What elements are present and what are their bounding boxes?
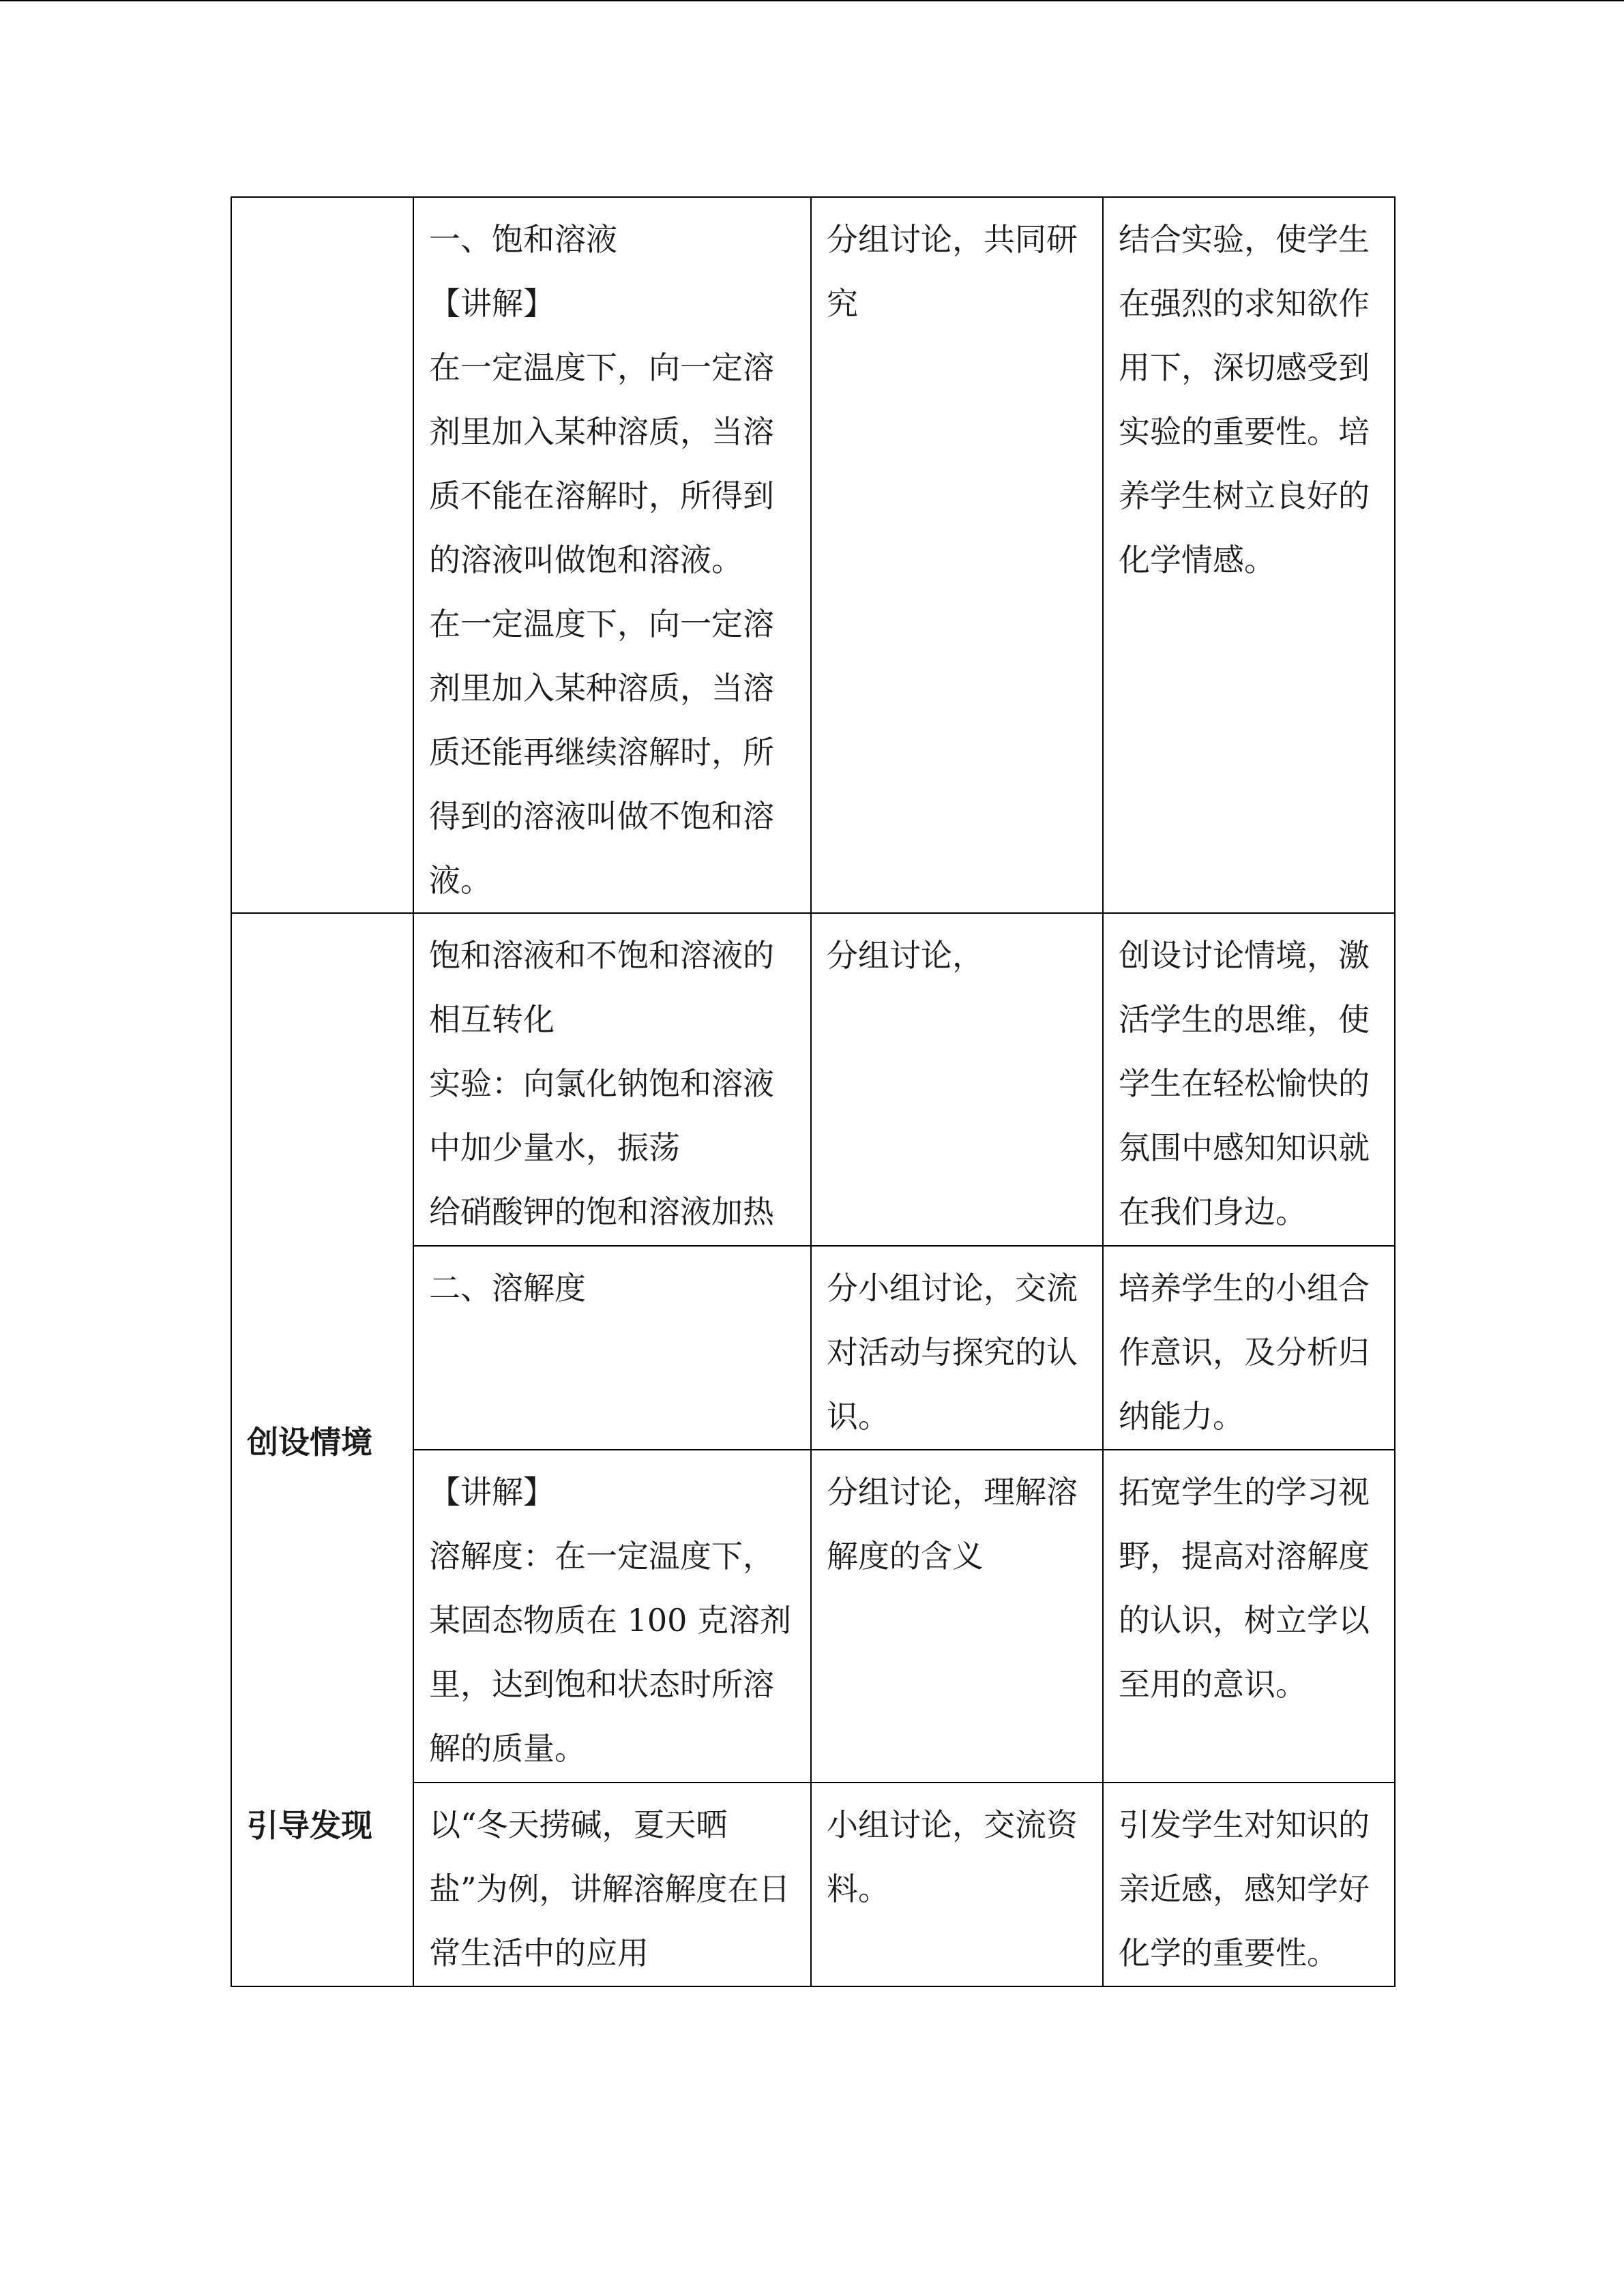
table-row (231, 913, 1395, 1246)
student-activity-cell: 小组讨论，交流资料。 (811, 1783, 1103, 1986)
teaching-content-cell: 以“冬天捞碱，夏天晒盐”为例，讲解溶解度在日常生活中的应用 (413, 1783, 811, 1986)
stage-cell (231, 913, 413, 1986)
student-activity-cell: 分组讨论，共同研究 (811, 197, 1103, 913)
teaching-content-cell: 二、溶解度 (413, 1246, 811, 1450)
table-row (231, 197, 1395, 913)
design-intent-cell: 拓宽学生的学习视野，提高对溶解度的认识，树立学以至用的意识。 (1103, 1450, 1395, 1783)
student-activity-cell: 分组讨论， (811, 913, 1103, 1246)
stage-label-guide-discovery: 引导发现 (247, 1807, 372, 1844)
design-intent-cell: 引发学生对知识的亲近感，感知学好化学的重要性。 (1103, 1783, 1395, 1986)
teaching-content-cell: 饱和溶液和不饱和溶液的相互转化 实验：向氯化钠饱和溶液中加少量水，振荡 给硝酸钾的饱和溶液加热 (413, 913, 811, 1246)
stage-cell-empty (231, 197, 413, 913)
page-top-border (0, 0, 1624, 1)
stage-label-create-situation: 创设情境 (247, 1424, 372, 1461)
design-intent-cell: 结合实验，使学生在强烈的求知欲作用下，深切感受到实验的重要性。培养学生树立良好的化学情感。 (1103, 197, 1395, 913)
teaching-content-cell: 【讲解】 溶解度：在一定温度下，某固态物质在 100 克溶剂里，达到饱和状态时所溶解的质量。 (413, 1450, 811, 1783)
lesson-plan-table (231, 196, 1396, 1987)
student-activity-cell: 分小组讨论，交流对活动与探究的认识。 (811, 1246, 1103, 1450)
design-intent-cell: 培养学生的小组合作意识，及分析归纳能力。 (1103, 1246, 1395, 1450)
design-intent-cell: 创设讨论情境，激活学生的思维，使学生在轻松愉快的氛围中感知知识就在我们身边。 (1103, 913, 1395, 1246)
student-activity-cell: 分组讨论，理解溶解度的含义 (811, 1450, 1103, 1783)
teaching-content-cell: 一、饱和溶液 【讲解】 在一定温度下，向一定溶剂里加入某种溶质，当溶质不能在溶解时，所得到的溶液叫做饱和溶液。 在一定温度下，向一定溶剂里加入某种溶质，当溶质还能再继续溶解时，所得到的溶液叫做不饱和溶液。 (413, 197, 811, 913)
